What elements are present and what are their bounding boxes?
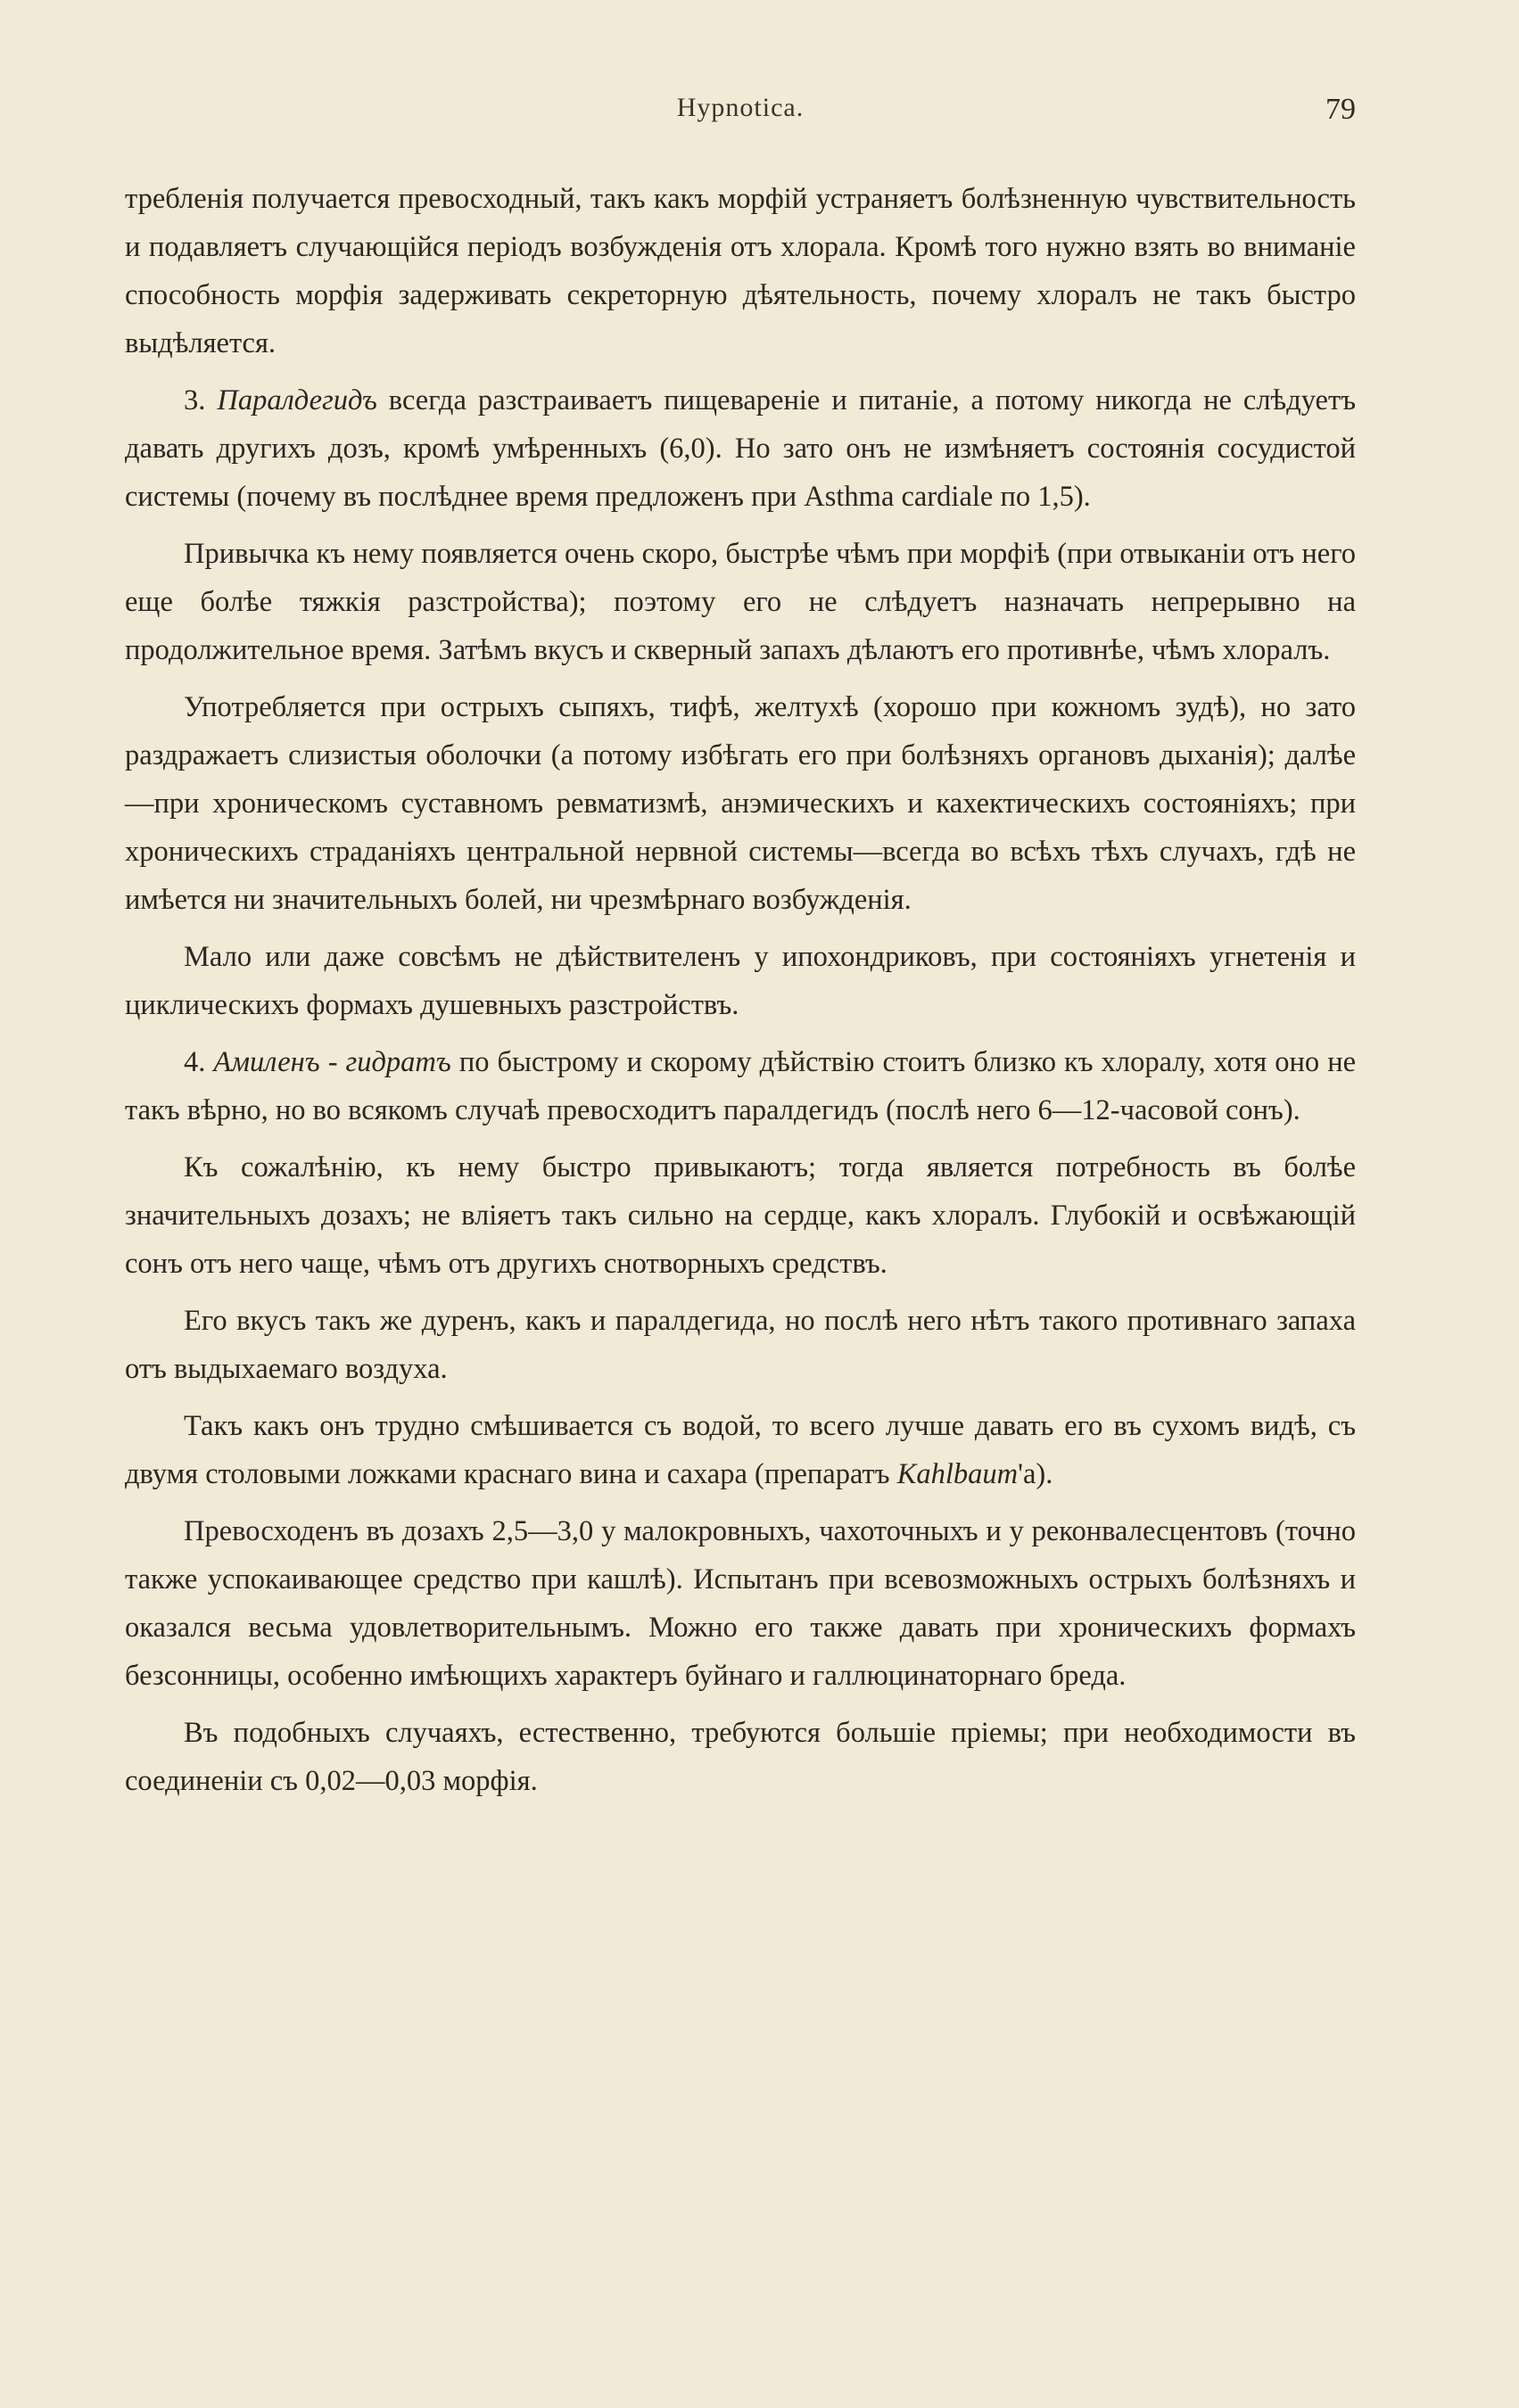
- page-number: 79: [1325, 93, 1356, 126]
- paragraph-text: Мало или даже совсѣмъ не дѣйствителенъ у ипохондриковъ, при состояніяхъ угнетенія и циклическихъ формахъ душевныхъ разстройствъ.: [125, 941, 1356, 1021]
- manufacturer-name: Kahlbaum: [896, 1458, 1019, 1490]
- paragraph-text: по быстрому и скорому дѣйствію стоитъ близко къ хлоралу, хотя оно не такъ вѣрно, но во всякомъ случаѣ превосходитъ паралдегидъ (послѣ него 6—12-часовой сонъ).: [125, 1046, 1357, 1126]
- paragraph-indications: [125, 683, 1356, 924]
- paragraph-administration: [125, 1402, 1356, 1498]
- running-title: Hypnotica.: [676, 93, 805, 122]
- page-body: [125, 175, 1356, 1814]
- paragraph-tail: 'а).: [1018, 1458, 1053, 1490]
- paragraph-amylene-hydrate: [125, 1038, 1356, 1134]
- section-number: 3.: [184, 384, 218, 416]
- paragraph-text: всегда разстраиваетъ пищевареніе и питаніе, а потому никогда не слѣдуетъ давать другихъ дозъ, кромѣ умѣренныхъ (6,0). Но зато онъ не измѣняетъ состоянія сосудистой системы (почему въ послѣднее время предложенъ при Asthma cardiale по 1,5).: [125, 384, 1356, 513]
- paragraph-continuation: [125, 175, 1356, 367]
- paragraph-taste: [125, 1297, 1356, 1393]
- paragraph-tolerance: [125, 1143, 1356, 1288]
- paragraph-paraldehyde: [125, 376, 1356, 521]
- paragraph-ineffective: [125, 933, 1356, 1029]
- paragraph-text: требленія получается превосходный, такъ какъ морфій устраняетъ болѣзненную чувствительность и подавляетъ случающійся періодъ возбужденія отъ хлорала. Кромѣ того нужно взять во вниманіе способность морфія задерживать секреторную дѣятельность, почему хлоралъ не такъ быстро выдѣляется.: [125, 183, 1356, 359]
- section-number: 4.: [184, 1046, 214, 1078]
- paragraph-dosage: [125, 1507, 1356, 1700]
- paragraph-text: Привычка къ нему появляется очень скоро, быстрѣе чѣмъ при морфіѣ (при отвыканіи отъ него еще болѣе тяжкія разстройства); поэтому его не слѣдуетъ назначать непрерывно на продолжительное время. Затѣмъ вкусъ и скверный запахъ дѣлаютъ его противнѣе, чѣмъ хлоралъ.: [125, 538, 1356, 666]
- paragraph-text: Такъ какъ онъ трудно смѣшивается съ водой, то всего лучше давать его въ сухомъ видѣ, съ двумя столовыми ложками краснаго вина и сахара (препаратъ: [125, 1410, 1356, 1490]
- paragraph-habituation: [125, 530, 1356, 674]
- paragraph-text: Употребляется при острыхъ сыпяхъ, тифѣ, желтухѣ (хорошо при кожномъ зудѣ), но зато раздражаетъ слизистыя оболочки (а потому избѣгать его при болѣзняхъ органовъ дыханія); далѣе—при хроническомъ суставномъ ревматизмѣ, анэмическихъ и кахектическихъ состояніяхъ; при хроническихъ страданіяхъ центральной нервной системы—всегда во всѣхъ тѣхъ случахъ, гдѣ не имѣется ни значительныхъ болей, ни чрезмѣрнаго возбужденія.: [125, 691, 1356, 916]
- paragraph-text: Въ подобныхъ случаяхъ, естественно, требуются большіе пріемы; при необходимости въ соединеніи съ 0,02—0,03 морфія.: [125, 1717, 1356, 1797]
- drug-term-paraldehyde: Паралдегидъ: [217, 384, 377, 416]
- paragraph-text: Превосходенъ въ дозахъ 2,5—3,0 у малокровныхъ, чахоточныхъ и у реконвалесцентовъ (точно также успокаивающее средство при кашлѣ). Испытанъ при всевозможныхъ острыхъ болѣзняхъ и оказался весьма удовлетворительнымъ. Можно его также давать при хроническихъ формахъ безсонницы, особенно имѣющихъ характеръ буйнаго и галлюцинаторнаго бреда.: [125, 1515, 1356, 1692]
- drug-term-amylene-hydrate: Амиленъ - гидратъ: [213, 1046, 451, 1078]
- paragraph-large-doses: [125, 1709, 1356, 1805]
- paragraph-text: Къ сожалѣнію, къ нему быстро привыкаютъ; тогда является потребность въ болѣе значительныхъ дозахъ; не вліяетъ такъ сильно на сердце, какъ хлоралъ. Глубокій и освѣжающій сонъ отъ него чаще, чѣмъ отъ другихъ снотворныхъ средствъ.: [125, 1151, 1356, 1280]
- paragraph-text: Его вкусъ такъ же дуренъ, какъ и паралдегида, но послѣ него нѣтъ такого противнаго запаха отъ выдыхаемаго воздуха.: [125, 1305, 1356, 1385]
- page-header: [125, 93, 1356, 137]
